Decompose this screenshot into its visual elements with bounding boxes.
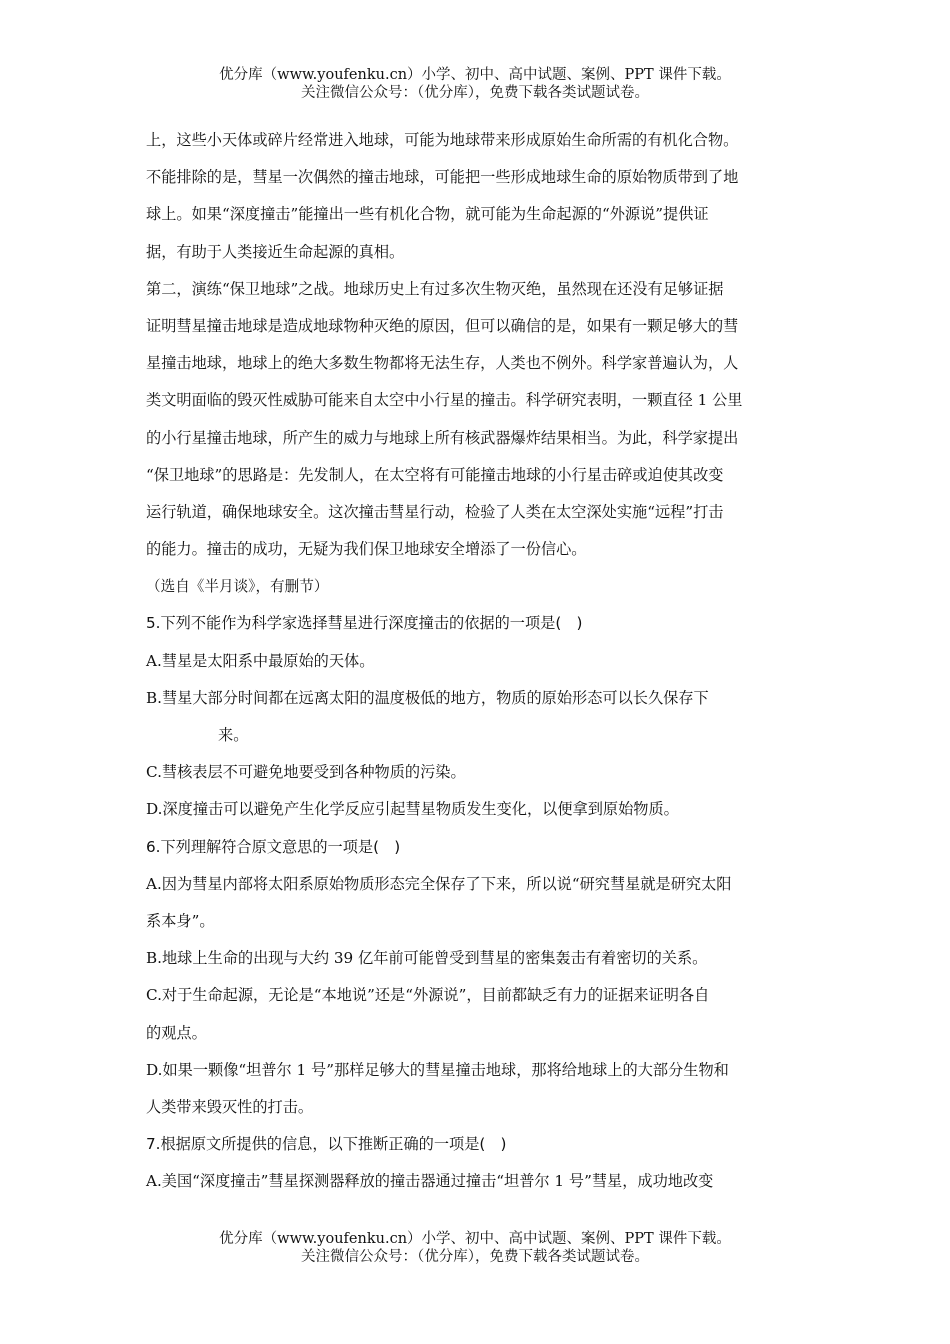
question-stem: 6.下列理解符合原文意思的一项是( ): [146, 837, 401, 856]
question-stem: 7.根据原文所提供的信息，以下推断正确的一项是( ): [146, 1135, 507, 1154]
question-6: [146, 829, 811, 1127]
paragraph-2: [146, 271, 811, 569]
footer-line-2: 关注微信公众号：（优分库），免费下载各类试题试卷。: [301, 1249, 649, 1265]
passage: [146, 122, 811, 605]
text-line: 据，有助于人类接近生命起源的真相。: [146, 242, 405, 261]
page-footer: [0, 1230, 950, 1266]
text-line: 上，这些小天体或碎片经常进入地球，可能为地球带来形成原始生命所需的有机化合物。: [146, 131, 739, 149]
header-line-1: 优分库（www.youfenku.cn）小学、初中、高中试题、案例、PPT 课件下载。: [219, 67, 731, 83]
option-b: B.彗星大部分时间都在远离太阳的温度极低的地方，物质的原始形态可以长久保存下: [146, 688, 709, 707]
text-line: “保卫地球”的思路是：先发制人，在太空将有可能撞击地球的小行星击碎或迫使其改变: [146, 465, 724, 484]
text-line: 类文明面临的毁灭性威胁可能来自太空中小行星的撞击。科学研究表明，一颗直径 1 公里: [146, 391, 743, 410]
text-line: 的能力。撞击的成功，无疑为我们保卫地球安全增添了一份信心。: [146, 540, 587, 559]
text-line: 不能排除的是，彗星一次偶然的撞击地球，可能把一些形成地球生命的原始物质带到了地: [146, 168, 739, 187]
option-a-continued: 系本身”。: [146, 911, 215, 930]
option-d: D.如果一颗像“坦普尔 1 号”那样足够大的彗星撞击地球，那将给地球上的大部分生物和: [146, 1060, 729, 1079]
source-citation: （选自《半月谈》，有删节）: [146, 578, 329, 596]
question-7: [146, 1126, 811, 1200]
option-a: A.因为彗星内部将太阳系原始物质形态完全保存了下来，所以说“研究彗星就是研究太阳: [146, 874, 732, 893]
text-line: 第二，演练“保卫地球”之战。地球历史上有过多次生物灭绝，虽然现在还没有足够证据: [146, 279, 724, 298]
text-line: 球上。如果“深度撞击”能撞出一些有机化合物，就可能为生命起源的“外源说”提供证: [146, 205, 709, 224]
text-line: 证明彗星撞击地球是造成地球物种灭绝的原因，但可以确信的是，如果有一颗足够大的彗: [146, 316, 739, 335]
option-a: A.彗星是太阳系中最原始的天体。: [146, 651, 375, 670]
option-c-continued: 的观点。: [146, 1023, 207, 1042]
text-line: 的小行星撞击地球，所产生的威力与地球上所有核武器爆炸结果相当。为此，科学家提出: [146, 428, 739, 447]
option-b-continued: 来。: [218, 726, 249, 744]
page-header: [0, 66, 950, 102]
option-d: D.深度撞击可以避免产生化学反应引起彗星物质发生变化，以便拿到原始物质。: [146, 800, 679, 819]
footer-line-1: 优分库（www.youfenku.cn）小学、初中、高中试题、案例、PPT 课件下载。: [219, 1231, 731, 1247]
option-c: C.对于生命起源，无论是“本地说”还是“外源说”，目前都缺乏有力的证据来证明各自: [146, 986, 710, 1005]
text-line: 运行轨道，确保地球安全。这次撞击彗星行动，检验了人类在太空深处实施“远程”打击: [146, 502, 724, 521]
paragraph-1: [146, 122, 811, 271]
header-line-2: 关注微信公众号：（优分库），免费下载各类试题试卷。: [301, 85, 649, 101]
question-stem: 5.下列不能作为科学家选择彗星进行深度撞击的依据的一项是( ): [146, 614, 583, 633]
text-line: 星撞击地球，地球上的绝大多数生物都将无法生存，人类也不例外。科学家普遍认为，人: [146, 354, 739, 373]
option-d-continued: 人类带来毁灭性的打击。: [146, 1097, 314, 1116]
question-5: [146, 605, 811, 828]
page-body: [146, 122, 811, 1200]
option-c: C.彗核表层不可避免地要受到各种物质的污染。: [146, 763, 466, 782]
option-b: B.地球上生命的出现与大约 39 亿年前可能曾受到彗星的密集轰击有着密切的关系。: [146, 949, 708, 968]
option-a: A.美国“深度撞击”彗星探测器释放的撞击器通过撞击“坦普尔 1 号”彗星，成功地改变: [146, 1172, 714, 1191]
